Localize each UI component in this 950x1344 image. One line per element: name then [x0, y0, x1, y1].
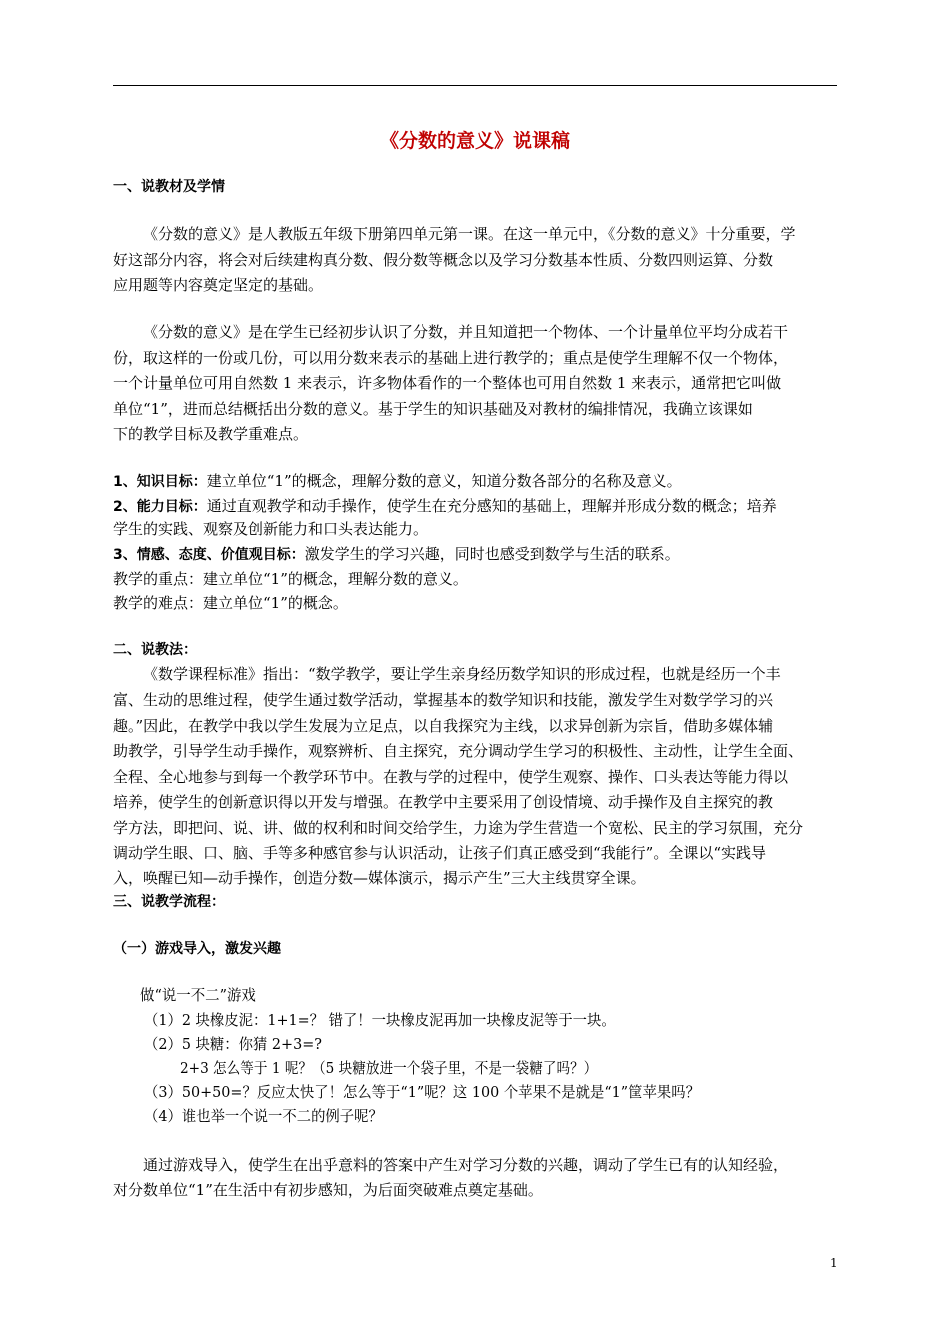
- doc-title: 《分数的意义》说课稿: [379, 130, 570, 152]
- subsection-heading: （一）游戏导入，激发兴趣: [113, 941, 281, 957]
- paragraph-line: 入，唤醒已知—动手操作，创造分数—媒体演示，揭示产生”三大主线贯穿全课。: [113, 869, 646, 887]
- goal-text: 激发学生的学习兴趣，同时也感受到数学与生活的联系。: [304, 545, 680, 563]
- paragraph-line: 下的教学目标及教学重难点。: [113, 425, 309, 443]
- paragraph-line: 富、生动的思维过程，使学生通过数学活动，掌握基本的数学知识和技能，激发学生对数学学习的兴: [113, 691, 774, 709]
- paragraph-line: 通过游戏导入，使学生在出乎意料的答案中产生对学习分数的兴趣，调动了学生已有的认知经验，: [143, 1156, 789, 1174]
- section-heading-2: 二、说教法：: [113, 642, 197, 658]
- paragraph-line: 一个计量单位可用自然数 1 来表示，许多物体看作的一个整体也可用自然数 1 来表示，通常把它叫做: [113, 374, 782, 392]
- paragraph-line: 份，取这样的一份或几份，可以用分数来表示的基础上进行教学的；重点是使学生理解不仅一个物体，: [113, 349, 789, 367]
- goal-text: 通过直观教学和动手操作，使学生在充分感知的基础上，理解并形成分数的概念；培养: [206, 497, 777, 515]
- paragraph-line: 《分数的意义》是在学生已经初步认识了分数，并且知道把一个物体、一个计量单位平均分成若干: [143, 323, 789, 341]
- game-title: 做“说一不二”游戏: [140, 986, 256, 1004]
- paragraph-line: 调动学生眼、口、脑、手等多种感官参与认识活动，让孩子们真正感受到“我能行”。全课以“实践导: [113, 844, 767, 862]
- paragraph-line: 学方法，即把问、说、讲、做的权利和时间交给学生，力途为学生营造一个宽松、民主的学习氛围，充分: [113, 819, 804, 837]
- goal-emotion: [113, 544, 838, 565]
- paragraph-line: 对分数单位“1”在生活中有初步感知，为后面突破难点奠定基础。: [113, 1181, 543, 1199]
- paragraph-line: 《数学课程标准》指出：“数学教学，要让学生亲身经历数学知识的形成过程，也就是经历一个丰: [143, 665, 781, 683]
- list-item: （2）5 块糖：你猜 2+3=?: [144, 1035, 322, 1053]
- teaching-key-point: 教学的重点：建立单位“1”的概念，理解分数的意义。: [113, 570, 468, 588]
- list-item: 2+3 怎么等于 1 呢？（5 块糖放进一个袋子里，不是一袋糖了吗？）: [180, 1059, 598, 1077]
- paragraph-line: 《分数的意义》是人教版五年级下册第四单元第一课。在这一单元中，《分数的意义》十分重要，学: [143, 225, 796, 243]
- paragraph-line: 培养，使学生的创新意识得以开发与增强。在教学中主要采用了创设情境、动手操作及自主探究的教: [113, 793, 774, 811]
- goal-text: 建立单位“1”的概念，理解分数的意义，知道分数各部分的名称及意义。: [206, 472, 682, 490]
- teaching-difficulty: 教学的难点：建立单位“1”的概念。: [113, 594, 348, 612]
- list-item: （4）谁也举一个说一不二的例子呢？: [144, 1107, 383, 1125]
- goal-knowledge: [113, 471, 838, 492]
- paragraph-line: 单位“1”，进而总结概括出分数的意义。基于学生的知识基础及对教材的编排情况，我确立该课如: [113, 400, 753, 418]
- page-number: 1: [830, 1256, 838, 1270]
- section-heading-3: 三、说教学流程：: [113, 894, 225, 910]
- list-item: （1）2 块橡皮泥：1+1=？ 错了！一块橡皮泥再加一块橡皮泥等于一块。: [144, 1011, 616, 1029]
- paragraph-line: 趣。”因此，在教学中我以学生发展为立足点，以自我探究为主线，以求异创新为宗旨，借助多媒体辅: [113, 717, 774, 735]
- goal-ability-cont: 学生的实践、观察及创新能力和口头表达能力。: [113, 520, 429, 538]
- paragraph-line: 应用题等内容奠定坚定的基础。: [113, 276, 324, 294]
- header-rule: [113, 85, 837, 86]
- goal-label: 3、情感、态度、价值观目标：: [113, 547, 305, 563]
- paragraph-line: 助教学，引导学生动手操作，观察辨析、自主探究，充分调动学生学习的积极性、主动性，让学生全面、: [113, 742, 804, 760]
- goal-ability: [113, 496, 838, 517]
- list-item: （3）50+50=？反应太快了！怎么等于“1”呢？这 100 个苹果不是就是“1”筐苹果吗？: [144, 1083, 700, 1101]
- section-heading-1: 一、说教材及学情: [113, 179, 225, 195]
- paragraph-line: 全程、全心地参与到每一个教学环节中。在教与学的过程中，使学生观察、操作、口头表达等能力得以: [113, 768, 789, 786]
- goal-label: 1、知识目标：: [113, 474, 207, 490]
- paragraph-line: 好这部分内容，将会对后续建构真分数、假分数等概念以及学习分数基本性质、分数四则运算、分数: [113, 251, 774, 269]
- goal-label: 2、能力目标：: [113, 499, 207, 515]
